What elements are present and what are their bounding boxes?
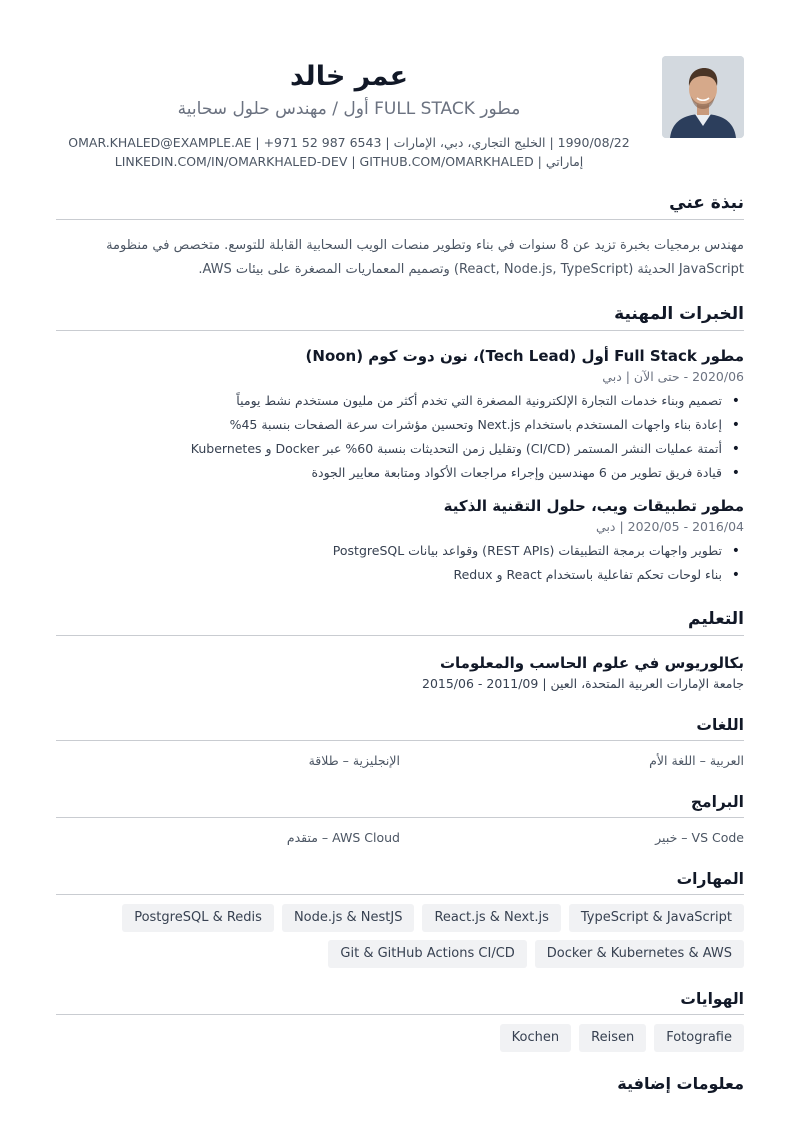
job-achievements [56, 539, 744, 587]
additional-info-title: معلومات إضافية [617, 1074, 744, 1093]
skill-tag: TypeScript & JavaScript [569, 904, 744, 932]
education-section [56, 609, 744, 694]
skills-section [56, 870, 744, 968]
about-text: مهندس برمجيات بخبرة تزيد عن 8 سنوات في بناء وتطوير منصات الويب السحابية القابلة للتوسع. متخصص في منظومة JavaScript الحديثة (React, Node.js, TypeScript) وتصميم المعماريات المصغرة على بيئات AWS. [106, 238, 744, 277]
contact-info [56, 133, 642, 171]
languages-title: اللغات [56, 716, 744, 741]
resume-header [56, 56, 744, 171]
header-text [56, 56, 642, 171]
achievement-item: • قيادة فريق تطوير من 6 مهندسين وإجراء مراجعات الأكواد ومتابعة معايير الجودة [56, 461, 744, 485]
languages-section [56, 716, 744, 771]
skills-tags [56, 904, 744, 968]
contact-line-1: 1990/08/22 | الخليج التجاري، دبي، الإمارات | OMAR.KHALED@EXAMPLE.AE | +971 52 987 6543 [68, 135, 630, 150]
achievement-item: • تصميم وبناء خدمات التجارة الإلكترونية المصغرة التي تخدم أكثر من مليون مستخدم نشط يومياً [56, 389, 744, 413]
education-title: التعليم [56, 609, 744, 636]
about-section [56, 193, 744, 282]
job-title: مطور تطبيقات ويب، حلول التقنية الذكية [443, 497, 744, 515]
skills-title: المهارات [56, 870, 744, 895]
profile-photo [662, 56, 744, 138]
university-dates: جامعة الإمارات العربية المتحدة، العين | 2011/09 - 2015/06 [422, 676, 744, 691]
person-portrait-icon [662, 56, 744, 138]
about-title: نبذة عني [56, 193, 744, 220]
experience-section [56, 304, 744, 587]
candidate-name: عمر خالد [289, 61, 409, 92]
skill-tag: Node.js & NestJS [282, 904, 415, 932]
achievement-item: • بناء لوحات تحكم تفاعلية باستخدام React و Redux [56, 563, 744, 587]
hobby-tag: Fotografie [654, 1024, 744, 1052]
candidate-role: مطور FULL STACK أول / مهندس حلول سحابية [177, 99, 521, 119]
achievement-item: • إعادة بناء واجهات المستخدم باستخدام Next.js وتحسين مؤشرات سرعة الصفحات بنسبة 45% [56, 413, 744, 437]
job-achievements [56, 389, 744, 485]
job-dates-location: 2020/06 - حتى الآن | دبي [602, 369, 744, 384]
software-item: AWS Cloud – متقدم [286, 830, 400, 845]
software-item: VS Code – خبير [655, 830, 744, 845]
language-item: الإنجليزية – طلاقة [308, 753, 400, 768]
job-entry [56, 345, 744, 485]
job-dates-location: 2016/04 - 2020/05 | دبي [596, 519, 744, 534]
hobby-tag: Reisen [579, 1024, 646, 1052]
achievement-item: • أتمتة عمليات النشر المستمر (CI/CD) وتقليل زمن التحديثات بنسبة 60% عبر Docker و Kubernetes [56, 437, 744, 461]
software-title: البرامج [56, 793, 744, 818]
hobby-tag: Kochen [500, 1024, 571, 1052]
software-section [56, 793, 744, 848]
hobbies-tags [56, 1024, 744, 1052]
skill-tag: PostgreSQL & Redis [122, 904, 274, 932]
degree-title: بكالوريوس في علوم الحاسب والمعلومات [439, 654, 744, 672]
job-title: مطور Full Stack أول (Tech Lead)، نون دوت كوم (Noon) [305, 347, 744, 365]
achievement-item: • تطوير واجهات برمجة التطبيقات (REST APIs) وقواعد بيانات PostgreSQL [56, 539, 744, 563]
languages-list [56, 751, 744, 771]
education-entry [56, 652, 744, 694]
skill-tag: Git & GitHub Actions CI/CD [328, 940, 526, 968]
experience-title: الخبرات المهنية [56, 304, 744, 331]
job-entry [56, 495, 744, 587]
hobbies-section [56, 990, 744, 1052]
skill-tag: React.js & Next.js [422, 904, 560, 932]
hobbies-title: الهوايات [56, 990, 744, 1015]
skill-tag: Docker & Kubernetes & AWS [535, 940, 744, 968]
language-item: العربية – اللغة الأم [649, 753, 744, 768]
software-list [56, 828, 744, 848]
contact-line-2: إماراتي | LINKEDIN.COM/IN/OMARKHALED-DEV | GITHUB.COM/OMARKHALED [114, 154, 584, 169]
